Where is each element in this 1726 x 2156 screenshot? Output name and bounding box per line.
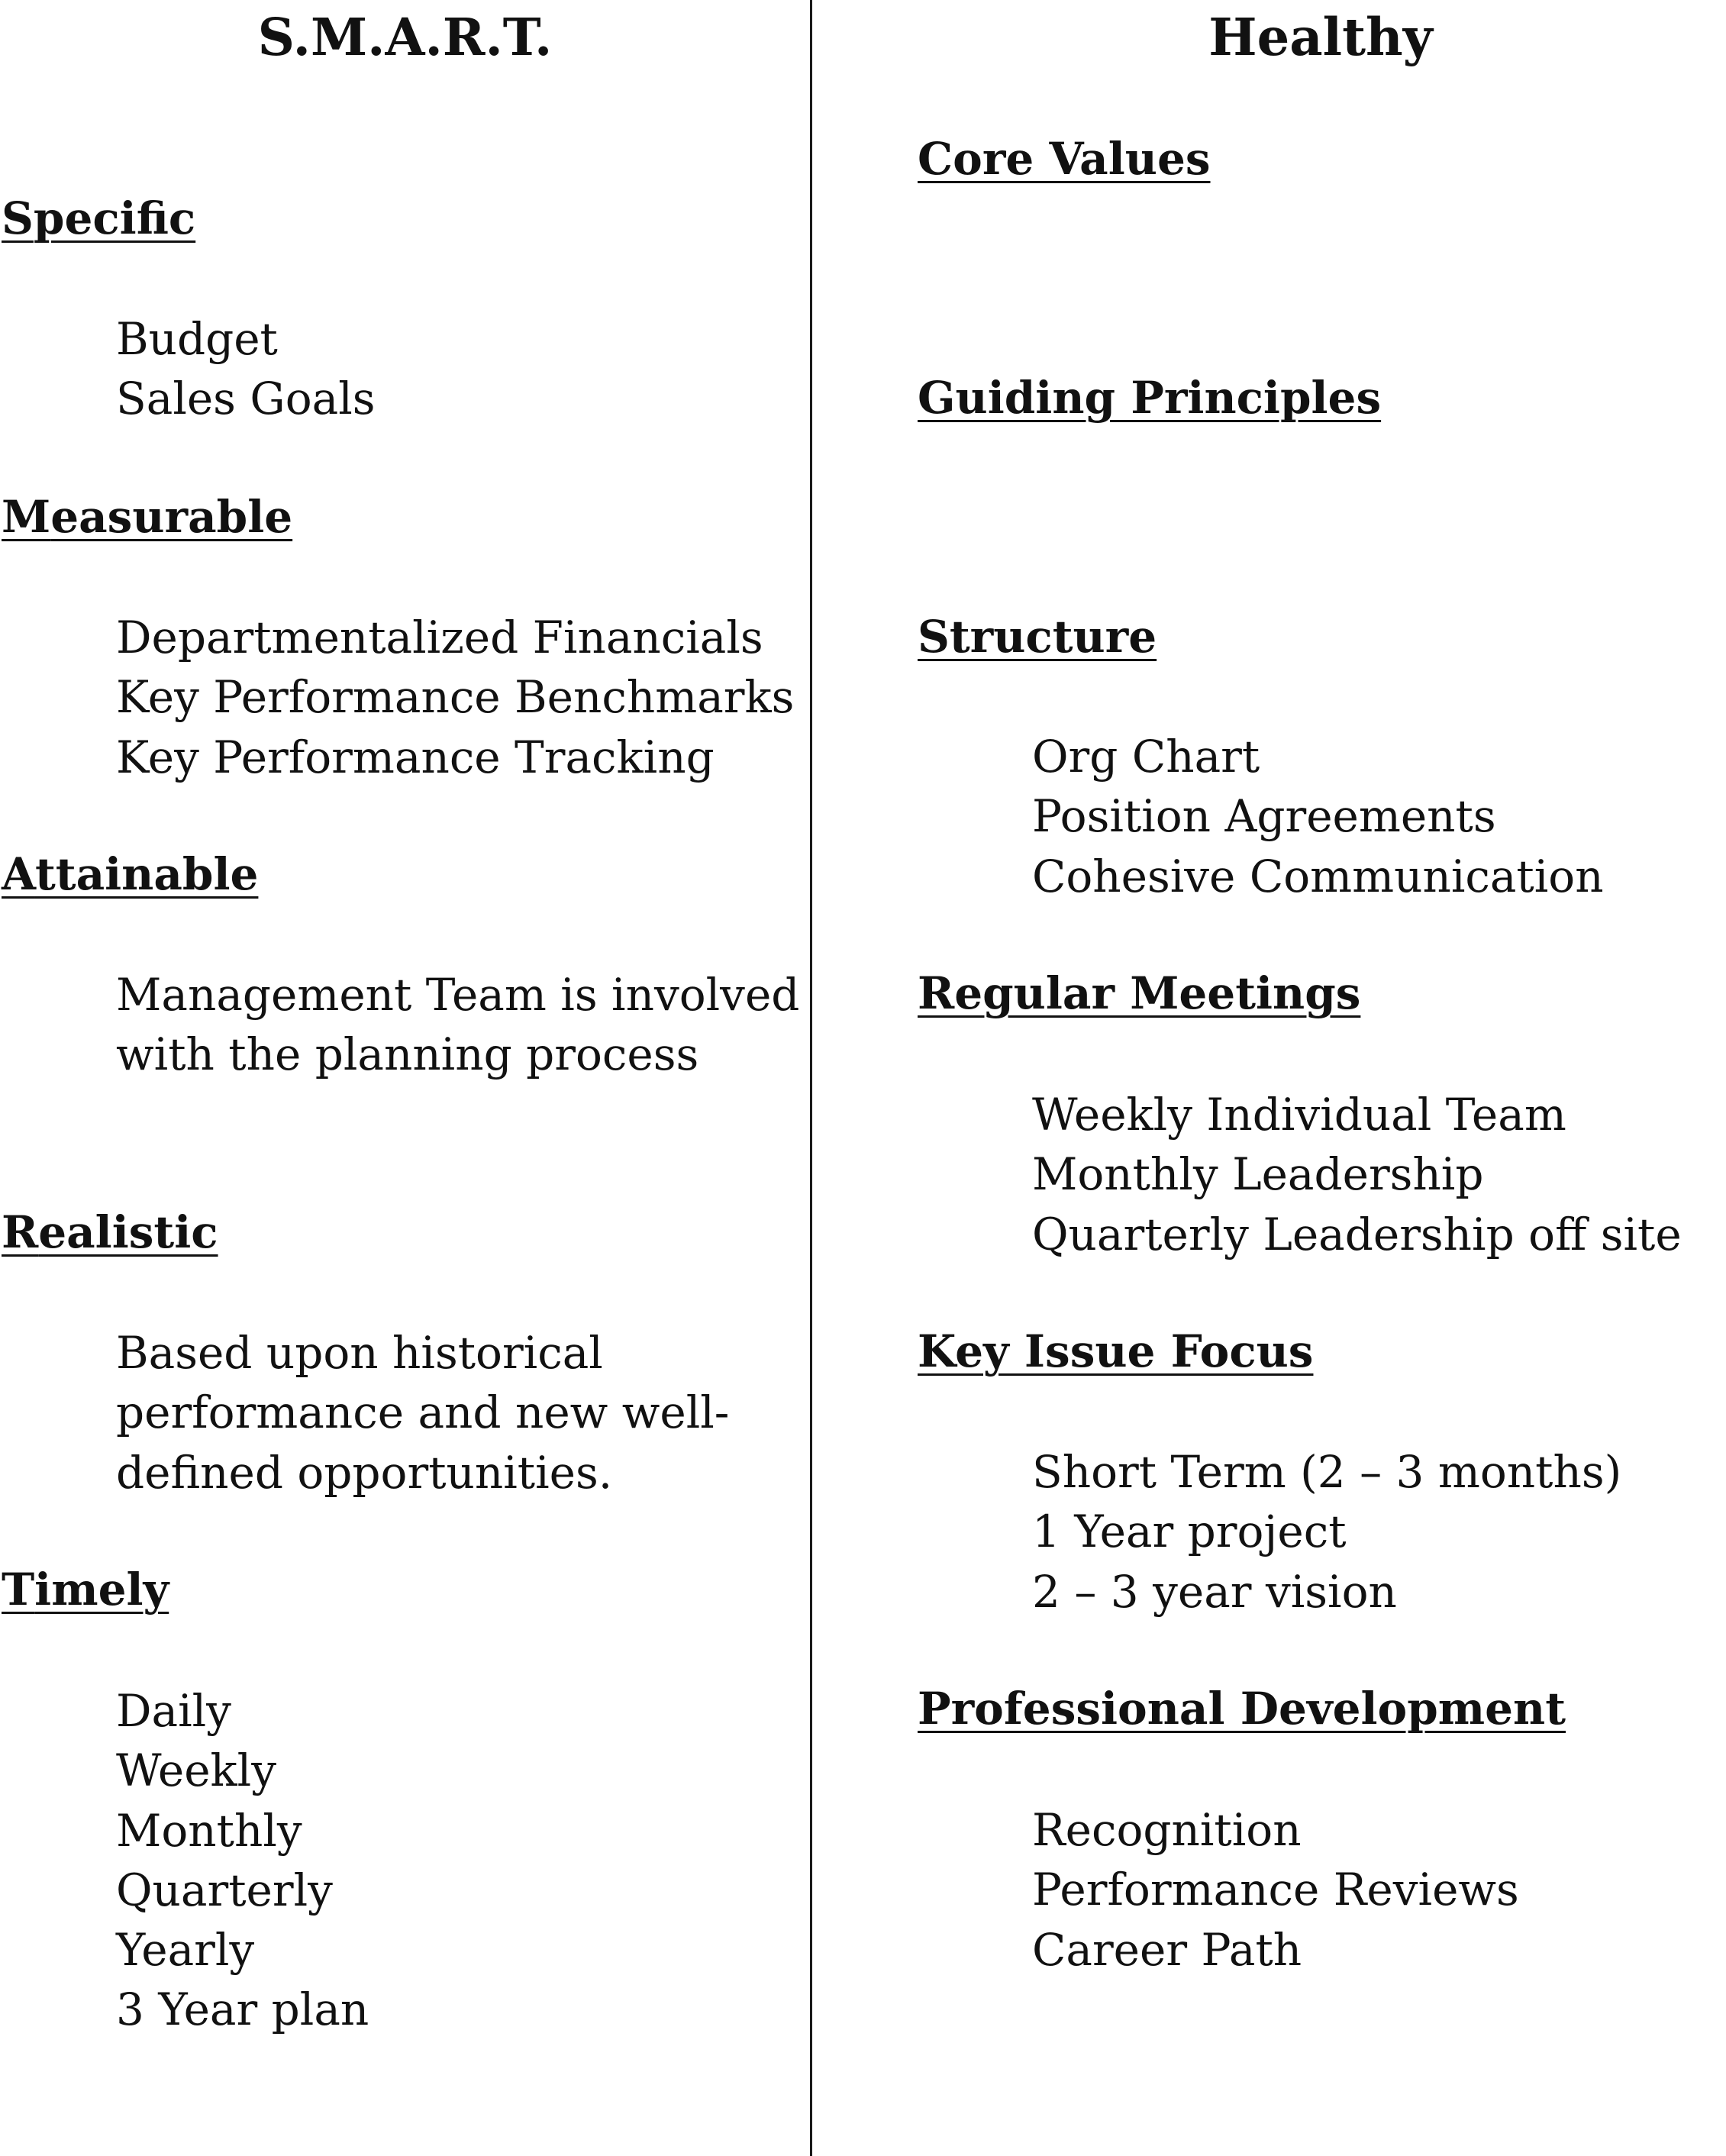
list-item: Departmentalized Financials [116,612,763,663]
professional-development-list [1032,1800,1519,1980]
timely-list [116,1681,369,2040]
structure-list [1032,727,1604,906]
list-item: Position Agreements [1032,790,1496,843]
attainable-list [116,965,799,1085]
smart-heading-measurable [2,490,292,544]
list-item: Monthly Leadership [1032,1148,1484,1201]
smart-heading-specific [2,192,195,245]
list-item: Daily [116,1685,231,1737]
list-item: Short Term (2 – 3 months) [1032,1446,1622,1498]
healthy-heading-structure: Structure [918,611,1157,663]
list-item: Cohesive Communication [1032,850,1604,902]
list-item: Key Performance Benchmarks [116,671,795,724]
heading-initial: R [2,1206,39,1258]
measurable-list [116,608,794,787]
heading-initial: A [2,848,35,900]
heading-rest: ttainable [34,848,259,900]
specific-list [116,309,376,429]
healthy-heading-regular-meetings: Regular Meetings [918,967,1361,1019]
heading-rest: ealistic [38,1206,218,1258]
list-item: Org Chart [1032,731,1260,783]
list-item: Recognition [1032,1804,1302,1856]
smart-title: S.M.A.R.T. [257,7,553,67]
regular-meetings-list [1032,1085,1682,1264]
column-divider [810,0,812,2156]
list-item: 1 Year project [1032,1506,1347,1558]
list-item: Quarterly Leadership off site [1032,1208,1682,1260]
list-item: Based upon historical [116,1327,603,1379]
healthy-heading-guiding-principles: Guiding Principles [918,372,1382,424]
heading-rest: pecific [33,192,196,244]
list-item: Career Path [1032,1923,1302,1976]
healthy-heading-key-issue-focus: Key Issue Focus [918,1325,1314,1377]
list-item: Sales Goals [116,373,376,425]
smart-heading-attainable [2,847,258,901]
list-item: Weekly Individual Team [1032,1089,1566,1141]
list-item: defined opportunities. [116,1446,613,1499]
realistic-list [116,1323,729,1502]
list-item: Yearly [116,1924,255,1977]
list-item: Quarterly [116,1864,333,1916]
smart-heading-realistic [2,1205,218,1259]
list-item: performance and new well- [116,1386,730,1439]
list-item: Management Team is involved [116,969,800,1021]
heading-initial: T [2,1564,35,1615]
healthy-title: Healthy [1208,7,1433,67]
list-item: Budget [116,313,278,365]
heading-rest: easurable [50,491,293,543]
list-item: Key Performance Tracking [116,731,715,783]
smart-heading-timely [2,1563,169,1616]
list-item: Monthly [116,1804,302,1857]
list-item: 3 Year plan [116,1983,369,2036]
heading-rest: imely [34,1564,169,1615]
list-item: 2 – 3 year vision [1032,1565,1397,1618]
heading-initial: S [2,192,34,244]
key-issue-focus-list [1032,1442,1621,1622]
healthy-heading-core-values: Core Values [918,133,1211,185]
list-item: with the planning process [116,1028,699,1081]
list-item: Weekly [116,1744,276,1797]
healthy-heading-professional-development: Professional Development [918,1683,1566,1735]
heading-initial: M [2,491,51,543]
list-item: Performance Reviews [1032,1864,1519,1916]
